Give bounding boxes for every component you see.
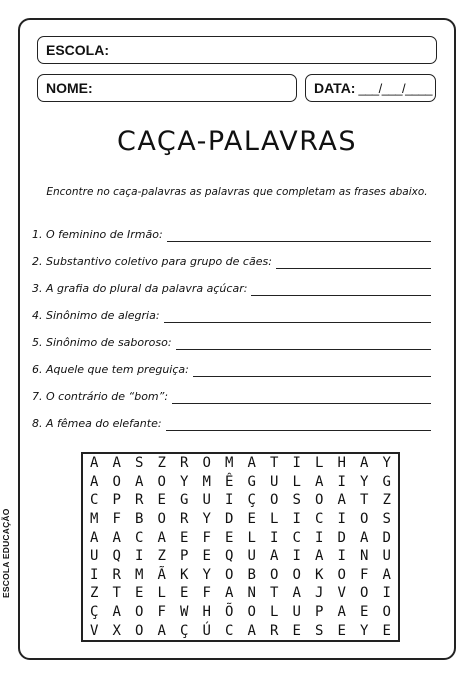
grid-letter[interactable]: A — [112, 455, 121, 472]
grid-letter[interactable]: Ç — [247, 492, 256, 509]
question-list — [32, 228, 437, 444]
question-item — [32, 309, 437, 336]
question-item — [32, 255, 437, 282]
answer-line[interactable] — [176, 336, 431, 350]
grid-letter[interactable]: A — [315, 548, 324, 565]
grid-letter[interactable]: Y — [180, 473, 189, 490]
grid-letter[interactable]: Y — [382, 455, 391, 472]
question-text: 5. Sinônimo de saboroso: — [32, 336, 172, 349]
grid-letter[interactable]: A — [247, 455, 256, 472]
grid-letter[interactable]: T — [270, 585, 279, 602]
question-text: 6. Aquele que tem preguiça: — [32, 363, 189, 376]
grid-letter[interactable]: D — [337, 529, 346, 546]
grid-letter[interactable]: O — [225, 566, 234, 583]
grid-letter[interactable]: A — [337, 604, 346, 621]
question-text: 3. A grafia do plural da palavra açúcar: — [32, 282, 248, 295]
grid-letter[interactable]: G — [180, 492, 189, 509]
grid-letter[interactable]: A — [360, 455, 369, 472]
grid-letter[interactable]: R — [180, 511, 189, 528]
grid-letter[interactable]: U — [292, 604, 301, 621]
grid-letter[interactable]: P — [180, 548, 189, 565]
grid-letter[interactable]: A — [382, 566, 391, 583]
grid-letter[interactable]: T — [112, 585, 121, 602]
data-field[interactable] — [305, 74, 436, 102]
grid-letter[interactable]: E — [135, 585, 144, 602]
question-item — [32, 390, 437, 417]
grid-letter[interactable]: I — [337, 548, 346, 565]
grid-letter[interactable]: Q — [112, 548, 121, 565]
grid-letter[interactable]: F — [360, 566, 369, 583]
grid-letter[interactable]: O — [157, 473, 166, 490]
question-item — [32, 417, 437, 444]
grid-letter[interactable]: P — [112, 492, 121, 509]
grid-letter[interactable]: A — [135, 473, 144, 490]
grid-letter[interactable]: E — [202, 548, 211, 565]
answer-line[interactable] — [166, 417, 431, 431]
grid-letter[interactable]: A — [90, 473, 99, 490]
grid-letter[interactable]: H — [202, 604, 211, 621]
grid-letter[interactable]: R — [135, 492, 144, 509]
grid-letter[interactable]: L — [247, 529, 256, 546]
grid-letter[interactable]: O — [135, 604, 144, 621]
grid-letter[interactable]: A — [157, 529, 166, 546]
grid-letter[interactable]: A — [292, 585, 301, 602]
grid-letter[interactable]: A — [157, 622, 166, 639]
grid-letter[interactable]: Q — [225, 548, 234, 565]
grid-letter[interactable]: I — [292, 511, 301, 528]
question-text: 2. Substantivo coletivo para grupo de cães: — [32, 255, 272, 268]
question-text: 7. O contrário de “bom”: — [32, 390, 169, 403]
grid-letter[interactable]: O — [270, 492, 279, 509]
grid-letter[interactable]: C — [135, 529, 144, 546]
grid-letter[interactable]: O — [360, 585, 369, 602]
grid-letter[interactable]: Z — [157, 548, 166, 565]
question-text: 8. A fêmea do elefante: — [32, 417, 162, 430]
grid-letter[interactable]: O — [315, 492, 324, 509]
grid-letter[interactable]: M — [202, 473, 211, 490]
grid-letter[interactable]: R — [270, 622, 279, 639]
grid-letter[interactable]: Õ — [225, 604, 234, 621]
grid-letter[interactable]: N — [360, 548, 369, 565]
grid-letter[interactable]: M — [135, 566, 144, 583]
grid-letter[interactable]: I — [270, 529, 279, 546]
grid-letter[interactable]: S — [382, 511, 391, 528]
grid-letter[interactable]: G — [247, 473, 256, 490]
answer-line[interactable] — [172, 390, 431, 404]
grid-letter[interactable]: U — [270, 473, 279, 490]
grid-letter[interactable]: D — [382, 529, 391, 546]
grid-letter[interactable]: Ã — [157, 566, 166, 583]
grid-letter[interactable]: L — [270, 511, 279, 528]
grid-letter[interactable]: E — [157, 492, 166, 509]
answer-line[interactable] — [251, 282, 431, 296]
nome-label: NOME: — [46, 80, 93, 96]
grid-letter[interactable]: E — [292, 622, 301, 639]
grid-letter[interactable]: C — [292, 529, 301, 546]
grid-letter[interactable]: A — [112, 529, 121, 546]
grid-letter[interactable]: R — [180, 455, 189, 472]
grid-letter[interactable]: I — [135, 548, 144, 565]
grid-letter[interactable]: O — [337, 566, 346, 583]
grid-letter[interactable]: O — [360, 511, 369, 528]
grid-letter[interactable]: H — [337, 455, 346, 472]
grid-letter[interactable]: A — [270, 548, 279, 565]
grid-letter[interactable]: N — [247, 585, 256, 602]
grid-letter[interactable]: A — [360, 529, 369, 546]
grid-letter[interactable]: L — [270, 604, 279, 621]
grid-letter[interactable]: U — [247, 548, 256, 565]
grid-letter[interactable]: O — [157, 511, 166, 528]
date-slots: ___/___/____ — [358, 80, 432, 96]
grid-letter[interactable]: C — [315, 511, 324, 528]
data-label: DATA: — [314, 80, 356, 96]
grid-letter[interactable]: O — [247, 604, 256, 621]
question-text: 1. O feminino de Irmão: — [32, 228, 163, 241]
grid-letter[interactable]: I — [90, 566, 99, 583]
grid-letter[interactable]: U — [382, 548, 391, 565]
grid-letter[interactable]: T — [360, 492, 369, 509]
grid-letter[interactable]: B — [135, 511, 144, 528]
grid-letter[interactable]: Z — [157, 455, 166, 472]
question-item — [32, 336, 437, 363]
grid-letter[interactable]: E — [247, 511, 256, 528]
grid-letter[interactable]: E — [180, 585, 189, 602]
grid-letter[interactable]: A — [90, 455, 99, 472]
grid-letter[interactable]: U — [202, 492, 211, 509]
grid-letter[interactable]: F — [157, 604, 166, 621]
grid-letter[interactable]: V — [337, 585, 346, 602]
grid-letter[interactable]: L — [157, 585, 166, 602]
answer-line[interactable] — [193, 363, 431, 377]
grid-letter[interactable]: E — [360, 604, 369, 621]
grid-letter[interactable]: F — [202, 529, 211, 546]
grid-letter[interactable]: L — [315, 455, 324, 472]
answer-line[interactable] — [167, 228, 431, 242]
grid-letter[interactable]: Y — [360, 622, 369, 639]
grid-letter[interactable]: E — [225, 529, 234, 546]
grid-letter[interactable]: F — [112, 511, 121, 528]
grid-letter[interactable]: Z — [90, 585, 99, 602]
grid-letter[interactable]: Ú — [202, 622, 211, 639]
grid-letter[interactable]: G — [382, 473, 391, 490]
grid-letter[interactable]: J — [315, 585, 324, 602]
grid-letter[interactable]: A — [315, 473, 324, 490]
grid-letter[interactable]: I — [292, 455, 301, 472]
question-item — [32, 363, 437, 390]
grid-letter[interactable]: I — [337, 511, 346, 528]
grid-letter[interactable]: O — [112, 473, 121, 490]
escola-label: ESCOLA: — [46, 42, 109, 58]
grid-letter[interactable]: L — [292, 473, 301, 490]
grid-letter[interactable]: S — [292, 492, 301, 509]
grid-letter[interactable]: I — [382, 585, 391, 602]
grid-letter[interactable]: Ç — [90, 604, 99, 621]
question-item — [32, 228, 437, 255]
grid-letter[interactable]: T — [270, 455, 279, 472]
grid-letter[interactable]: M — [90, 511, 99, 528]
grid-letter[interactable]: A — [225, 585, 234, 602]
grid-letter[interactable]: I — [292, 548, 301, 565]
instructions: Encontre no caça-palavras as palavras que completam as frases abaixo. — [46, 186, 428, 198]
grid-letter[interactable]: Ç — [180, 622, 189, 639]
grid-letter[interactable]: P — [315, 604, 324, 621]
grid-letter[interactable]: A — [90, 529, 99, 546]
side-label — [1, 508, 15, 612]
grid-letter[interactable]: M — [225, 455, 234, 472]
grid-letter[interactable]: S — [315, 622, 324, 639]
page-title: CAÇA-PALAVRAS — [117, 126, 357, 157]
grid-letter[interactable]: Z — [382, 492, 391, 509]
grid-letter[interactable]: Y — [202, 511, 211, 528]
grid-letter[interactable]: I — [225, 492, 234, 509]
grid-letter[interactable]: U — [90, 548, 99, 565]
answer-line[interactable] — [164, 309, 431, 323]
grid-letter[interactable]: O — [135, 622, 144, 639]
escola-field[interactable] — [37, 36, 437, 64]
grid-letter[interactable]: A — [247, 622, 256, 639]
grid-letter[interactable]: O — [270, 566, 279, 583]
grid-letter[interactable]: K — [315, 566, 324, 583]
grid-letter[interactable]: I — [337, 473, 346, 490]
answer-line[interactable] — [276, 255, 431, 269]
grid-letter[interactable]: E — [382, 622, 391, 639]
grid-letter[interactable]: W — [180, 604, 189, 621]
word-search-grid — [81, 452, 400, 642]
grid-letter[interactable]: R — [112, 566, 121, 583]
grid-letter[interactable]: O — [382, 604, 391, 621]
question-text: 4. Sinônimo de alegria: — [32, 309, 160, 322]
grid-letter[interactable]: C — [90, 492, 99, 509]
grid-letter[interactable]: D — [225, 511, 234, 528]
grid-letter[interactable]: F — [202, 585, 211, 602]
grid-letter[interactable]: S — [135, 455, 144, 472]
grid-letter[interactable]: Y — [202, 566, 211, 583]
grid-letter[interactable]: A — [112, 604, 121, 621]
grid-letter[interactable]: X — [112, 622, 121, 639]
grid-letter[interactable]: V — [90, 622, 99, 639]
side-label-text: ESCOLA EDUCAÇÃO — [1, 508, 11, 598]
grid-letter[interactable]: Ê — [225, 473, 234, 490]
grid-letter[interactable]: E — [180, 529, 189, 546]
grid-letter[interactable]: O — [202, 455, 211, 472]
grid-letter[interactable]: A — [337, 492, 346, 509]
grid-letter[interactable]: Y — [360, 473, 369, 490]
grid-letter[interactable]: O — [292, 566, 301, 583]
grid-letter[interactable]: I — [315, 529, 324, 546]
grid-letter[interactable]: K — [180, 566, 189, 583]
nome-field[interactable] — [37, 74, 297, 102]
grid-letter[interactable]: C — [225, 622, 234, 639]
grid-letter[interactable]: B — [247, 566, 256, 583]
question-item — [32, 282, 437, 309]
grid-letter[interactable]: E — [337, 622, 346, 639]
